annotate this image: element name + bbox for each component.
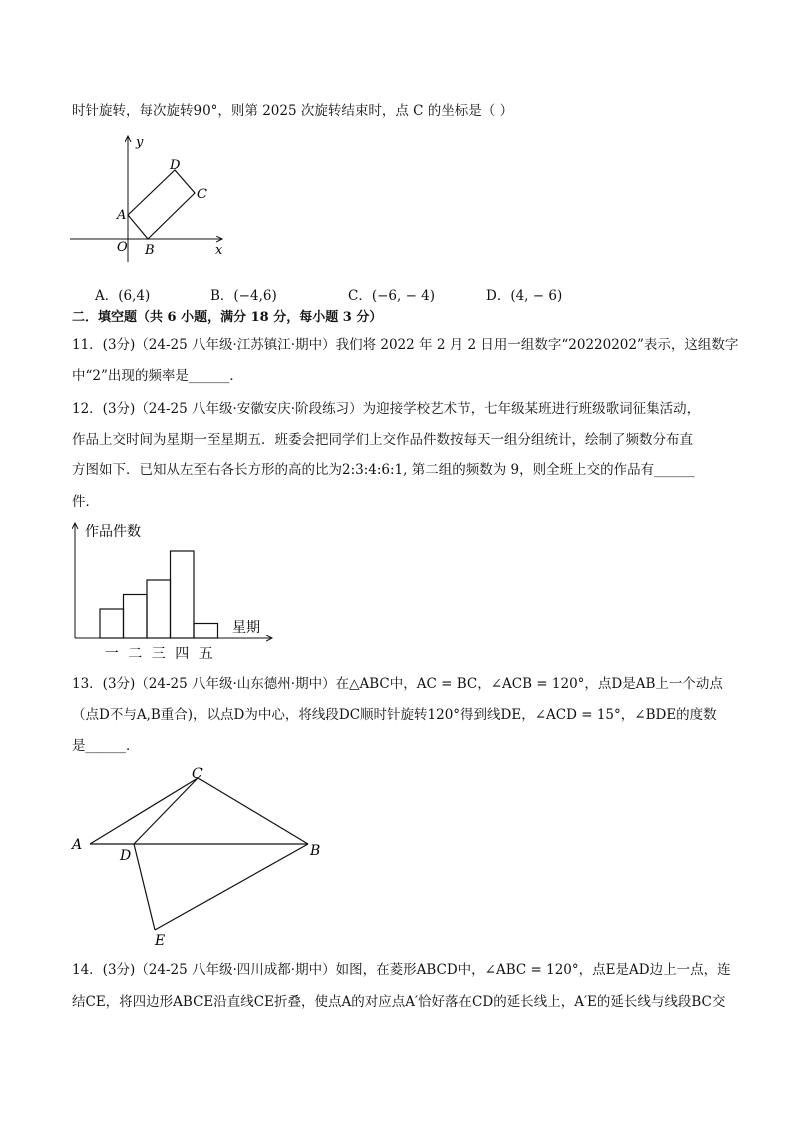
axis-label-x: x	[215, 243, 223, 258]
option-d[interactable]: D．(4, − 6)	[486, 288, 563, 304]
histogram-bar-2	[124, 595, 148, 639]
label-point-e: E	[155, 933, 166, 949]
q14-line-1: 14．(3分)（24-25 八年级·四川成都·期中）如图，在菱形ABCD中，∠ABC = 120°，点E是AD边上一点，连	[72, 962, 731, 978]
q12-line-1: 12．(3分)（24-25 八年级·安徽安庆·阶段练习）为迎接学校艺术节，七年级某班进行班级歌词征集活动，	[72, 401, 701, 417]
axis-label-y: y	[136, 135, 144, 150]
option-a[interactable]: A．(6,4)	[95, 288, 151, 304]
histogram-day-label: 一	[104, 646, 119, 662]
q14-line-2: 结CE，将四边形ABCE沿直线CE折叠，使点A的对应点A′恰好落在CD的延长线上，A′E的延长线与线段BC交	[72, 994, 726, 1010]
q12-histogram	[60, 515, 290, 665]
q11-line-1: 11．(3分)（24-25 八年级·江苏镇江·期中）我们将 2022 年 2 月 2 日用一组数字“20220202”表示，这组数字	[72, 337, 739, 353]
segment-de	[134, 844, 155, 930]
histogram-bar-4	[171, 551, 195, 638]
q10-text: 时针旋转，每次旋转90°，则第 2025 次旋转结束时，点 C 的坐标是（ ）	[72, 103, 514, 119]
histogram-day-label: 四	[175, 646, 190, 662]
segment-eb	[155, 844, 308, 930]
section-heading: 二．填空题（共 6 小题，满分 18 分，每小题 3 分）	[72, 310, 383, 325]
histogram-bar-1	[100, 609, 124, 638]
q12-line-3: 方图如下．已知从左至右各长方形的高的比为2:3:4:6:1, 第二组的频数为 9，则全班上交的作品有______	[72, 462, 695, 478]
histogram-day-label: 五	[198, 646, 213, 662]
histogram-bar-3	[147, 580, 171, 638]
q13-line-1: 13．(3分)（24-25 八年级·山东德州·期中）在△ABC中，AC = BC，∠ACB = 120°，点D是AB上一个动点	[72, 676, 723, 692]
option-b[interactable]: B．(−4,6)	[210, 288, 277, 304]
histogram-y-label: 作品件数	[85, 524, 141, 540]
label-point-a: A	[72, 837, 83, 853]
segment-bc	[198, 778, 308, 844]
q12-line-2: 作品上交时间为星期一至星期五．班委会把同学们上交作品件数按每天一组分组统计，绘制了频数分布直	[72, 432, 693, 448]
histogram-bar-5	[194, 624, 218, 639]
label-point-a: A	[117, 208, 127, 223]
histogram-x-label: 星期	[232, 620, 260, 636]
q13-line-3: 是______．	[72, 738, 140, 754]
label-point-c: C	[197, 187, 207, 202]
histogram-day-label: 三	[151, 646, 166, 662]
q12-line-4: 件．	[72, 494, 99, 510]
label-point-b: B	[145, 243, 155, 258]
label-point-c: C	[192, 766, 203, 782]
histogram-day-label: 二	[128, 646, 143, 662]
q11-line-2: 中“2”出现的频率是______．	[72, 368, 243, 384]
label-point-d: D	[120, 848, 132, 864]
option-c[interactable]: C．(−6, − 4)	[348, 288, 436, 304]
label-origin: O	[117, 240, 128, 255]
q10-coordinate-figure	[60, 130, 240, 275]
rectangle-abcd	[128, 170, 195, 239]
label-point-b: B	[310, 843, 321, 859]
label-point-d: D	[170, 158, 181, 173]
q13-line-2: （点D不与A,B重合)，以点D为中心，将线段DC顺时针旋转120°得到线DE，∠ACD = 15°，∠BDE的度数	[72, 707, 717, 723]
q13-triangle-figure	[60, 760, 340, 950]
